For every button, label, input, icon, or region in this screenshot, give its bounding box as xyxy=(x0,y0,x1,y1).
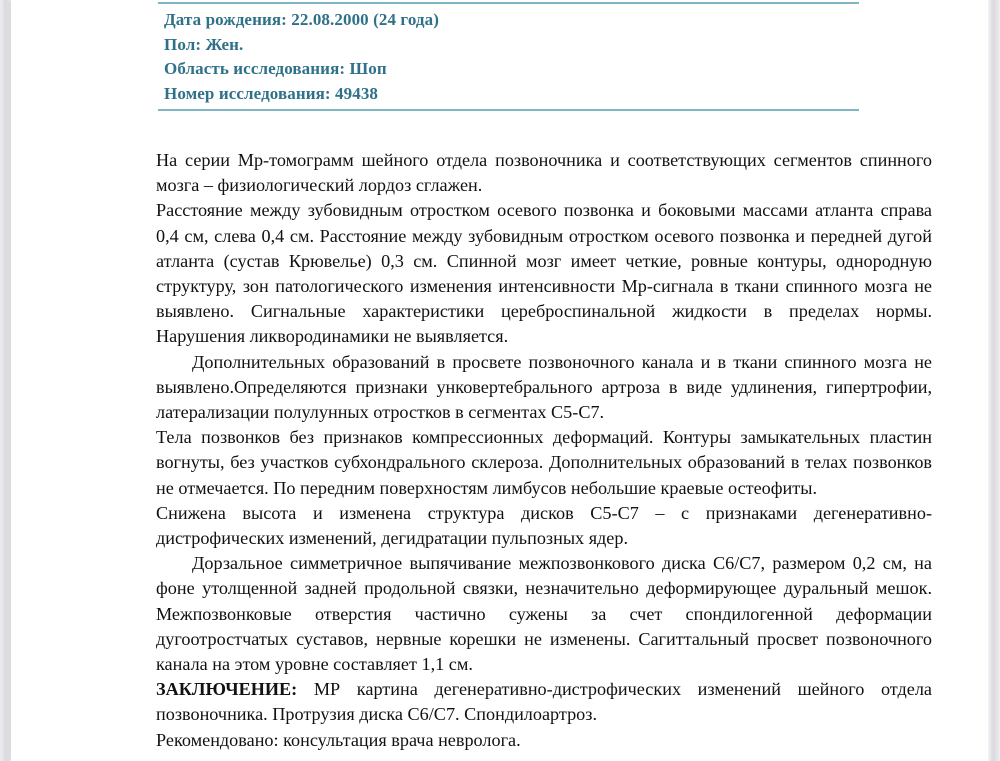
header-bottom-rule xyxy=(158,109,859,111)
report-page xyxy=(11,0,988,761)
page-left-edge-shadow xyxy=(0,0,11,761)
patient-meta-list xyxy=(158,4,859,109)
conclusion-heading: ЗАКЛЮЧЕНИЕ: xyxy=(156,679,298,700)
report-paragraph-disc-degeneration: Снижена высота и изменена структура дисков С5-С7 – с признаками дегенеративно-дистрофических изменений, дегидратации пульпозных ядер. xyxy=(156,502,932,549)
report-paragraph-atlas-measurements: Расстояние между зубовидным отростком осевого позвонка и боковыми массами атланта справа 0,4 см, слева 0,4 см. Расстояние между зубовидным отростком осевого позвонка и передней дугой атланта (сустав Крювелье) 0,3 см. Спинной мозг имеет четкие, ровные контуры, однородную структуру, зон патологического изменения интенсивности Мр-сигнала в ткани спинного мозга не выявлено. Сигнальные характеристики цереброспинальной жидкости в пределах нормы. Нарушения ликвородинамики не выявляется. xyxy=(156,200,932,347)
report-recommendation: Рекомендовано: консультация врача невролога. xyxy=(156,729,521,750)
page-right-edge-shadow xyxy=(988,0,1000,761)
study-number: Номер исследования: 49438 xyxy=(164,83,379,103)
report-paragraph-vertebral-bodies: Тела позвонков без признаков компрессионных деформаций. Контуры замыкательных пластин вогнуты, без участков субхондрального склероза. Дополнительных образований в телах позвонков не отмечается. По передним поверхностям лимбусов небольшие краевые остеофиты. xyxy=(156,427,932,498)
patient-birth-date: Дата рождения: 22.08.2000 (24 года) xyxy=(164,10,439,29)
conclusion-text: МР картина дегенеративно-дистрофических изменений шейного отдела позвоночника. Протрузия диска С6/С7. Спондилоартроз. xyxy=(156,679,932,725)
report-paragraph-canal-contents: Дополнительных образований в просвете позвоночного канала и в ткани спинного мозга не выявлено.Определяются признаки унковертебрального артроза в виде удлинения, гипертрофии, латерализации полулунных отростков в сегментах С5-С7. xyxy=(156,351,932,423)
report-body xyxy=(156,148,932,753)
report-paragraph-disc-protrusion: Дорзальное симметричное выпячивание межпозвонкового диска С6/С7, размером 0,2 см, на фоне утолщенной задней продольной связки, незначительно деформирующее дуральный мешок. Межпозвонковые отверстия частично сужены за счет спондилогенной деформации дугоотростчатых суставов, нервные корешки не изменены. Сагиттальный просвет позвоночного канала на этом уровне составляет 1,1 см. xyxy=(156,553,932,675)
report-paragraph-findings-intro: На серии Мр-томограмм шейного отдела позвоночника и соответствующих сегментов спинного мозга – физиологический лордоз сглажен. xyxy=(156,150,932,196)
study-area: Область исследования: Шоп xyxy=(164,59,387,78)
patient-sex: Пол: Жен. xyxy=(164,34,244,54)
patient-header-block xyxy=(158,2,859,111)
report-conclusion xyxy=(156,677,932,727)
